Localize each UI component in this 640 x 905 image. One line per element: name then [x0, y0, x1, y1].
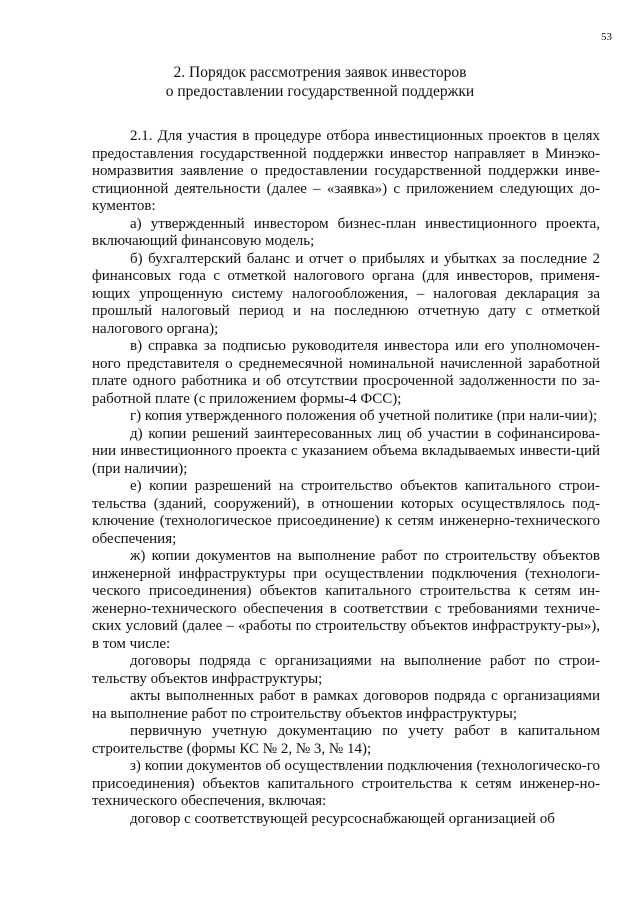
paragraph: б) бухгалтерский баланс и отчет о прибылях и убытках за последние 2 финансовых года с отметкой налогового органа (для инвесторов, применя-ющих упрощенную систему налогообложения, – налоговая декларация за прошлый налоговый период и на последнюю отчетную дату с отметкой налогового органа);	[92, 250, 600, 337]
paragraph: е) копии разрешений на строительство объектов капитального строи-тельства (зданий, сооружений), в отношении которых осуществлялось под-ключение (технологическое присоединение) к сетям инженерно-технического обеспечения;	[92, 478, 600, 547]
paragraph: первичную учетную документацию по учету работ в капитальном строительстве (формы КС № 2, № 3, № 14);	[92, 723, 600, 757]
paragraph: в) справка за подписью руководителя инвестора или его уполномочен-ного представителя о среднемесячной номинальной начисленной заработной плате одного работника и об отсутствии просроченной задолженности по за-работной плате (с приложением формы-4 ФСС);	[92, 338, 600, 407]
page-number: 53	[601, 31, 612, 43]
paragraph: з) копии документов об осуществлении подключения (технологическо-го присоединения) объектов капитального строительства к сетям инженер-но-технического обеспечения, включая:	[92, 758, 600, 809]
paragraph: договоры подряда с организациями на выполнение работ по строи-тельству объектов инфраструктуры;	[92, 653, 600, 687]
heading-line-1: 2. Порядок рассмотрения заявок инвесторов	[173, 64, 467, 81]
paragraph: г) копия утвержденного положения об учетной политике (при нали-чии);	[130, 408, 598, 424]
paragraph: акты выполненных работ в рамках договоров подряда с организациями на выполнение работ по строительству объектов инфраструктуры;	[92, 688, 600, 722]
paragraph: ж) копии документов на выполнение работ по строительству объектов инженерной инфраструктуры при осуществлении подключения (технологи-ческого присоединения) объектов капитального строительства к сетям ин-женерно-технического обеспечения в соответствии с требованиями техниче-ских условий (далее – «работы по строительству объектов инфраструкту-ры»), в том числе:	[92, 548, 600, 652]
document-body	[92, 128, 600, 828]
section-heading	[92, 63, 548, 101]
paragraph: а) утвержденный инвестором бизнес-план инвестиционного проекта, включающий финансовую модель;	[92, 215, 600, 249]
paragraph: 2.1. Для участия в процедуре отбора инвестиционных проектов в целях предоставления государственной поддержки инвестор направляет в Минэко-номразвития заявление о предоставлении государственной поддержки инве-стиционной деятельности (далее – «заявка») с приложением следующих до-кументов:	[92, 128, 600, 214]
paragraph: договор с соответствующей ресурсоснабжающей организацией об	[130, 810, 555, 827]
heading-line-2: о предоставлении государственной поддержки	[165, 83, 475, 100]
paragraph: д) копии решений заинтересованных лиц об участии в софинансирова-нии инвестиционного проекта с указанием объема вкладываемых инвести-ций (при наличии);	[92, 425, 600, 477]
